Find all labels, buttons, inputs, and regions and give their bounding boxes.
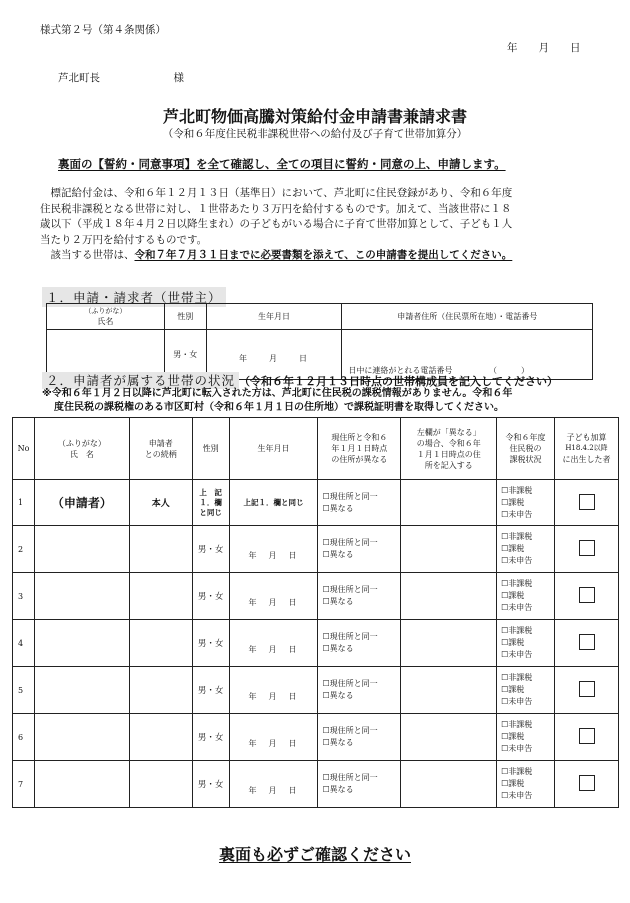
header-dob: 生年月日	[229, 418, 318, 480]
relation-cell[interactable]	[129, 620, 192, 667]
child-addition-cell	[555, 667, 619, 714]
address-diff-cell[interactable]: ☐現住所と同一 ☐異なる	[318, 620, 401, 667]
relation-cell: 本人	[129, 480, 192, 526]
gender-cell[interactable]: 男・女	[192, 620, 229, 667]
child-addition-checkbox[interactable]	[579, 587, 595, 603]
member-name-cell[interactable]	[34, 620, 129, 667]
child-addition-cell	[555, 620, 619, 667]
transfer-notice	[42, 387, 512, 415]
member-name-cell[interactable]	[34, 761, 129, 808]
date-line: 年 月 日	[507, 42, 581, 54]
child-addition-checkbox[interactable]	[579, 775, 595, 791]
section2-heading-note: （令和６年１２月１３日時点の世帯構成員を記入してください）	[239, 375, 559, 388]
page-subtitle: （令和６年度住民税非課税世帯への給付及び子育て世帯加算分）	[162, 128, 468, 140]
member-name-cell[interactable]	[34, 573, 129, 620]
table-row	[13, 620, 619, 667]
dob-cell[interactable]: 年 月 日	[229, 761, 318, 808]
prev-address-cell[interactable]	[401, 526, 497, 573]
member-name-cell[interactable]	[34, 714, 129, 761]
table-row	[13, 667, 619, 714]
dob-cell[interactable]: 年 月 日	[229, 667, 318, 714]
address-diff-cell[interactable]: ☐現住所と同一 ☐異なる	[318, 761, 401, 808]
prev-address-cell[interactable]	[401, 667, 497, 714]
row-number: 7	[13, 761, 35, 808]
table-row	[13, 761, 619, 808]
applicant-gender-field[interactable]: 男・女	[164, 330, 206, 380]
child-addition-cell	[555, 526, 619, 573]
col-dob-header: 生年月日	[206, 304, 342, 330]
relation-cell[interactable]	[129, 526, 192, 573]
child-addition-cell	[555, 761, 619, 808]
child-addition-checkbox[interactable]	[579, 494, 595, 510]
relation-cell[interactable]	[129, 761, 192, 808]
gender-cell[interactable]: 男・女	[192, 573, 229, 620]
intro-text	[40, 186, 600, 264]
phone-label: 日中に連絡がとれる電話番号	[348, 366, 453, 375]
prev-address-cell[interactable]	[401, 714, 497, 761]
col-name-header: （ふりがな） 氏名	[47, 304, 165, 330]
dob-cell[interactable]: 年 月 日	[229, 714, 318, 761]
confirm-notice: 裏面の【誓約・同意事項】を全て確認し、全ての項目に誓約・同意の上、申請します。	[58, 157, 506, 171]
col-address-header: 申請者住所（住民票所在地）・電話番号	[342, 304, 593, 330]
intro-line: 歳以下（平成１８年４月２日以降生まれ）の子どもがいる場合に子育て世帯加算として、子ども１人	[40, 218, 513, 230]
phone-paren: （ ）	[488, 366, 529, 375]
prev-address-cell[interactable]	[401, 480, 497, 526]
prev-address-cell[interactable]	[401, 761, 497, 808]
page-title: 芦北町物価高騰対策給付金申請書兼請求書	[162, 107, 467, 126]
dob-cell[interactable]: 年 月 日	[229, 573, 318, 620]
header-no: No	[13, 418, 35, 480]
gender-cell[interactable]: 男・女	[192, 714, 229, 761]
intro-line: 住民税非課税となる世帯に対し、１世帯あたり３万円を給付するものです。加えて、当該世帯に１８	[40, 202, 512, 215]
table-row	[13, 714, 619, 761]
child-addition-checkbox[interactable]	[579, 540, 595, 556]
applicant-table	[46, 303, 593, 380]
household-table	[12, 417, 619, 808]
table-row	[13, 480, 619, 526]
child-addition-checkbox[interactable]	[579, 681, 595, 697]
intro-line: 当たり２万円を給付するものです。	[40, 233, 208, 246]
address-diff-cell[interactable]: ☐現住所と同一 ☐異なる	[318, 480, 401, 526]
form-id: 様式第２号（第４条関係）	[40, 24, 166, 36]
gender-cell[interactable]: 男・女	[192, 526, 229, 573]
tax-status-cell[interactable]: ☐非課税 ☐課税 ☐未申告	[497, 667, 555, 714]
dob-cell[interactable]: 年 月 日	[229, 620, 318, 667]
row-number: 3	[13, 573, 35, 620]
deadline-text: 令和７年７月３１日までに必要書類を添えて、この申請書を提出してください。	[134, 249, 513, 261]
child-addition-checkbox[interactable]	[579, 634, 595, 650]
tax-status-cell[interactable]: ☐非課税 ☐課税 ☐未申告	[497, 526, 555, 573]
header-gender: 性別	[192, 418, 229, 480]
tax-status-cell[interactable]: ☐非課税 ☐課税 ☐未申告	[497, 480, 555, 526]
deadline-line	[40, 248, 600, 264]
tax-status-cell[interactable]: ☐非課税 ☐課税 ☐未申告	[497, 620, 555, 667]
member-name-cell[interactable]	[34, 526, 129, 573]
prev-address-cell[interactable]	[401, 573, 497, 620]
child-addition-cell	[555, 573, 619, 620]
relation-cell[interactable]	[129, 667, 192, 714]
header-relation: 申請者 との続柄	[129, 418, 192, 480]
tax-status-cell[interactable]: ☐非課税 ☐課税 ☐未申告	[497, 761, 555, 808]
section1-heading: １．申請・請求者（世帯主）	[42, 287, 226, 307]
deadline-prefix: 該当する世帯は、	[40, 249, 135, 261]
notice-line: ※令和６年１月２日以降に芦北町に転入された方は、芦北町に住民税の課税情報がありません。令和６年	[42, 388, 513, 399]
applicant-dob-field[interactable]: 年 月 日	[206, 330, 342, 380]
address-diff-cell[interactable]: ☐現住所と同一 ☐異なる	[318, 526, 401, 573]
addressee: 芦北町長 様	[58, 72, 184, 84]
child-addition-cell	[555, 480, 619, 526]
footer-notice: 裏面も必ずご確認ください	[218, 845, 411, 864]
table-row	[13, 573, 619, 620]
header-tax-status: 令和６年度 住民税の 課税状況	[497, 418, 555, 480]
child-addition-checkbox[interactable]	[579, 728, 595, 744]
address-diff-cell[interactable]: ☐現住所と同一 ☐異なる	[318, 573, 401, 620]
relation-cell[interactable]	[129, 573, 192, 620]
gender-cell[interactable]: 男・女	[192, 761, 229, 808]
header-child-addition: 子ども加算 H18.4.2以降 に出生した者	[555, 418, 619, 480]
member-name-cell: （申請者）	[34, 480, 129, 526]
table-row	[13, 526, 619, 573]
header-prev-address: 左欄が「異なる」 の場合、令和６年 １月１日時点の住 所を記入する	[401, 418, 497, 480]
prev-address-cell[interactable]	[401, 620, 497, 667]
dob-cell[interactable]: 年 月 日	[229, 526, 318, 573]
tax-status-cell[interactable]: ☐非課税 ☐課税 ☐未申告	[497, 573, 555, 620]
gender-cell[interactable]: 男・女	[192, 667, 229, 714]
member-name-cell[interactable]	[34, 667, 129, 714]
dob-cell: 上記１．欄と同じ	[229, 480, 318, 526]
header-name: （ふりがな） 氏 名	[34, 418, 129, 480]
relation-cell[interactable]	[129, 714, 192, 761]
col-gender-header: 性別	[164, 304, 206, 330]
address-diff-cell[interactable]: ☐現住所と同一 ☐異なる	[318, 714, 401, 761]
intro-line: 標記給付金は、令和６年１２月１３日（基準日）において、芦北町に住民登録があり、令和６年度	[40, 187, 513, 199]
child-addition-cell	[555, 714, 619, 761]
row-number: 5	[13, 667, 35, 714]
notice-line: 度住民税の課税権のある市区町村（令和６年１月１日の住所地）で課税証明書を取得してください。	[54, 402, 504, 413]
tax-status-cell[interactable]: ☐非課税 ☐課税 ☐未申告	[497, 714, 555, 761]
section2-heading: ２．申請者が属する世帯の状況	[42, 372, 239, 389]
row-number: 4	[13, 620, 35, 667]
row-number: 1	[13, 480, 35, 526]
row-number: 2	[13, 526, 35, 573]
header-address-diff: 現住所と令和６ 年１月１日時点 の住所が異なる	[318, 418, 401, 480]
row-number: 6	[13, 714, 35, 761]
address-diff-cell[interactable]: ☐現住所と同一 ☐異なる	[318, 667, 401, 714]
gender-cell: 上 記 １．欄 と同じ	[192, 480, 229, 526]
